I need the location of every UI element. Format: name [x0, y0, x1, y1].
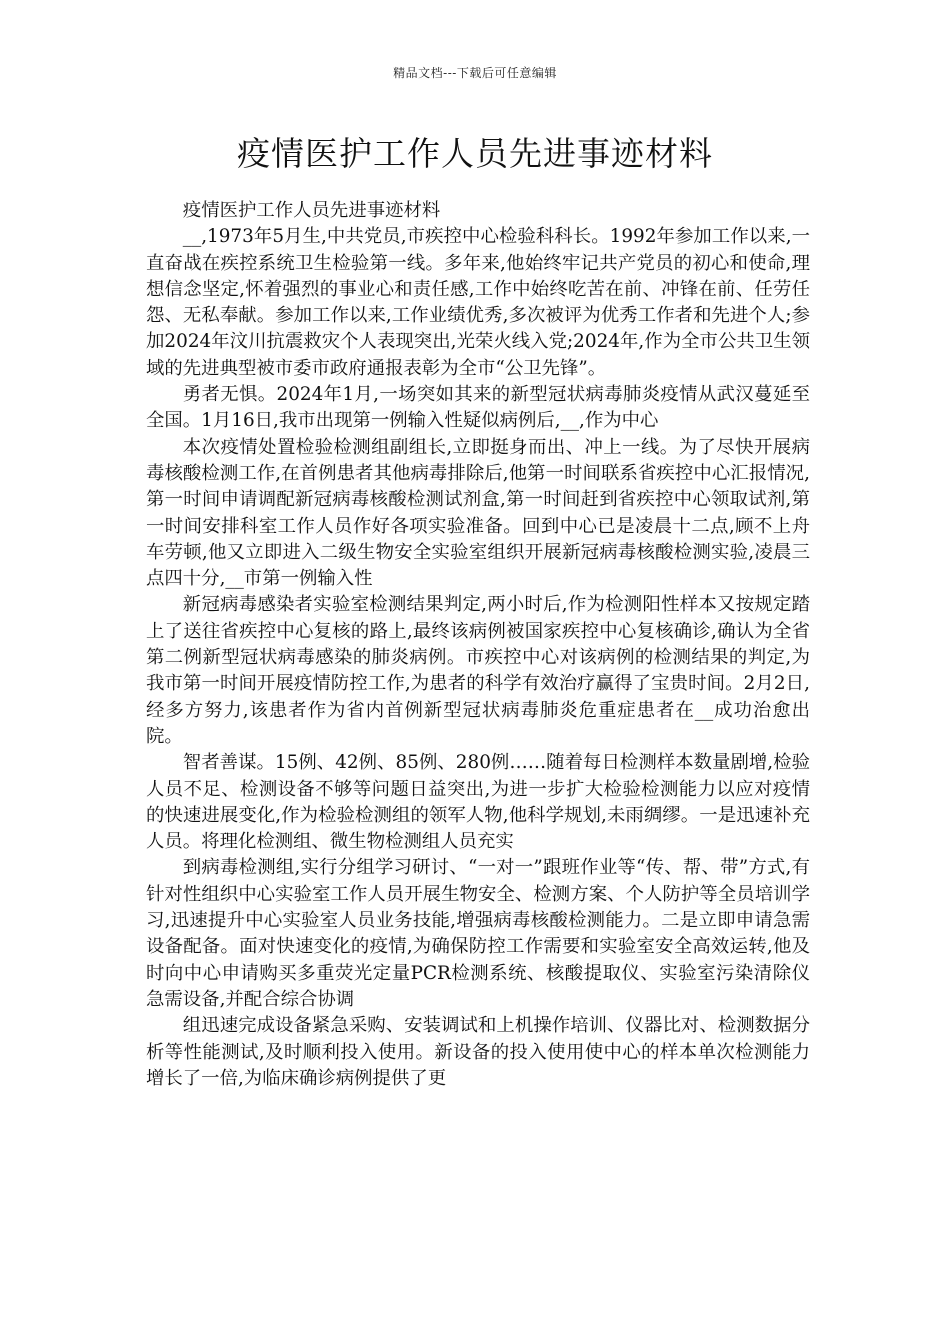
body-paragraph: 到病毒检测组,实行分组学习研讨、“一对一”跟班作业等“传、帮、带”方式,有针对性组织中心实验室工作人员开展生物安全、检测方案、个人防护等全员培训学习,迅速提升中心实验室人员业务技能,增强病毒核酸检测能力。二是立即申请急需设备配备。面对快速变化的疫情,为确保防控工作需要和实验室安全高效运转,他及时向中心申请购买多重荧光定量PCR检测系统、核酸提取仪、实验室污染清除仪急需设备,并配合综合协调 [146, 857, 810, 1010]
body-paragraph: __,1973年5月生,中共党员,市疾控中心检验科科长。1992年参加工作以来,一直奋战在疾控系统卫生检验第一线。多年来,他始终牢记共产党员的初心和使命,理想信念坚定,怀着强烈的事业心和责任感,工作中始终吃苦在前、冲锋在前、任劳任怨、无私奉献。参加工作以来,工作业绩优秀,多次被评为优秀工作者和先进个人;参加2024年汶川抗震救灾个人表现突出,光荣火线入党;2024年,作为全市公共卫生领域的先进典型被市委市政府通报表彰为全市“公卫先锋”。 [146, 226, 810, 379]
document-body [146, 198, 810, 1092]
body-paragraph: 勇者无惧。2024年1月,一场突如其来的新型冠状病毒肺炎疫情从武汉蔓延至全国。1月16日,我市出现第一例输入性疑似病例后,__,作为中心 [146, 384, 810, 432]
subtitle-paragraph: 疫情医护工作人员先进事迹材料 [182, 200, 441, 221]
document-title: 疫情医护工作人员先进事迹材料 [237, 134, 713, 173]
body-paragraph: 组迅速完成设备紧急采购、安装调试和上机操作培训、仪器比对、检测数据分析等性能测试,及时顺利投入使用。新设备的投入使用使中心的样本单次检测能力增长了一倍,为临床确诊病例提供了更 [146, 1015, 810, 1089]
header-note: 精品文档---下载后可任意编辑 [393, 66, 557, 80]
body-paragraph: 本次疫情处置检验检测组副组长,立即挺身而出、冲上一线。为了尽快开展病毒核酸检测工作,在首例患者其他病毒排除后,他第一时间联系省疾控中心汇报情况,第一时间申请调配新冠病毒核酸检测试剂盒,第一时间赶到省疾控中心领取试剂,第一时间安排科室工作人员作好各项实验准备。回到中心已是凌晨十二点,顾不上舟车劳顿,他又立即进入二级生物安全实验室组织开展新冠病毒核酸检测实验,凌晨三点四十分,__市第一例输入性 [146, 436, 810, 590]
body-paragraph: 新冠病毒感染者实验室检测结果判定,两小时后,作为检测阳性样本又按规定踏上了送往省疾控中心复核的路上,最终该病例被国家疾控中心复核确诊,确认为全省第二例新型冠状病毒感染的肺炎病例。市疾控中心对该病例的检测结果的判定,为我市第一时间开展疫情防控工作,为患者的科学有效治疗赢得了宝贵时间。2月2日,经多方努力,该患者作为省内首例新型冠状病毒肺炎危重症患者在__成功治愈出院。 [146, 594, 810, 747]
body-paragraph: 智者善谋。15例、42例、85例、280例……随着每日检测样本数量剧增,检验人员不足、检测设备不够等问题日益突出,为进一步扩大检验检测能力以应对疫情的快速进展变化,作为检验检测组的领军人物,他科学规划,未雨绸缪。一是迅速补充人员。将理化检测组、微生物检测组人员充实 [146, 752, 810, 853]
